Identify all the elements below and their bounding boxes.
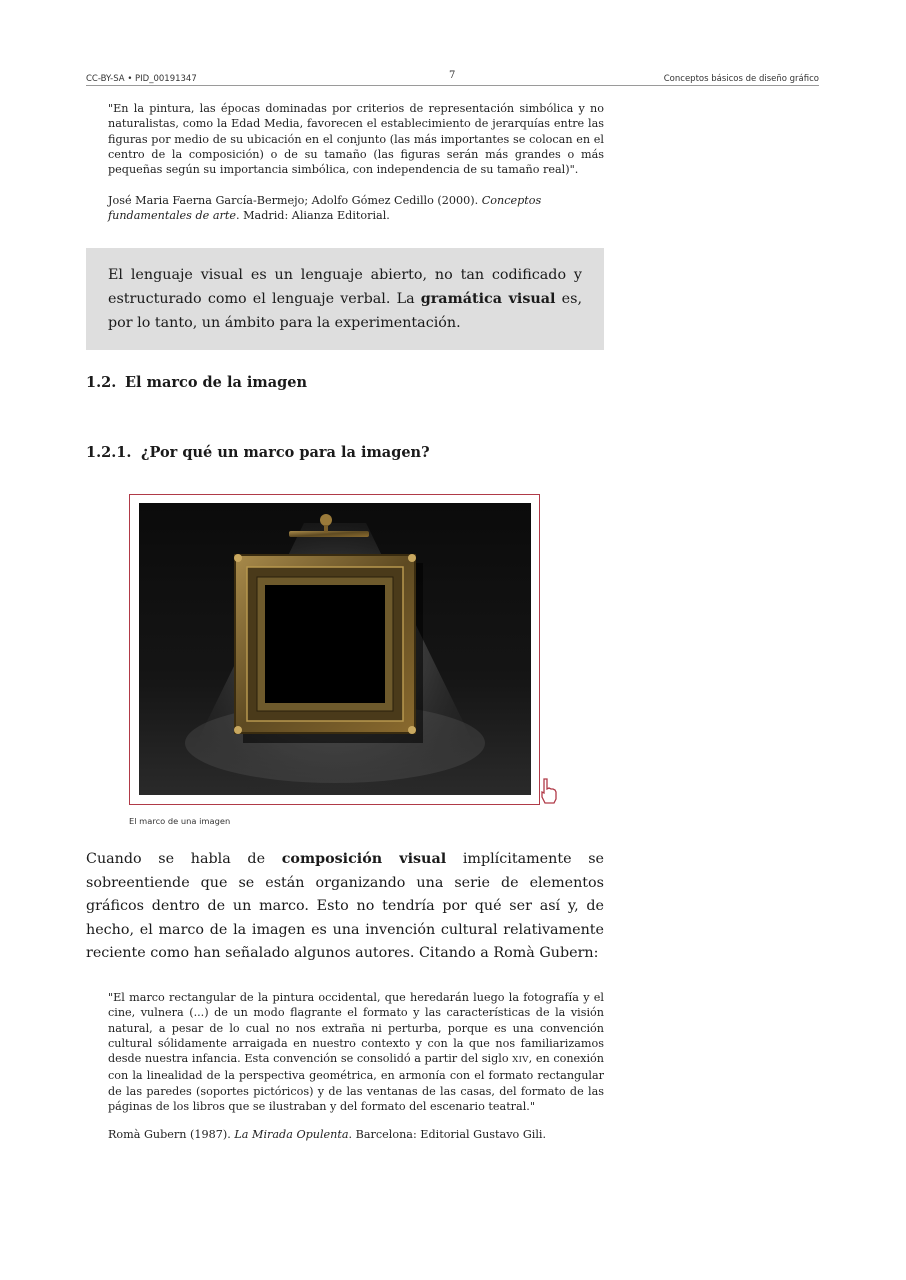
callout-bold-term: gramática visual xyxy=(420,291,556,307)
running-title: Conceptos básicos de diseño gráfico xyxy=(663,74,819,84)
empty-picture-frame-illustration xyxy=(139,503,531,795)
citation-authors: José Maria Faerna García-Bermejo; Adolfo Gómez Cedillo (2000). xyxy=(108,194,482,207)
page-number: 7 xyxy=(449,70,456,81)
citation2-title: La Mirada Opulenta xyxy=(234,1128,349,1141)
quote-text: "En la pintura, las épocas dominadas por criterios de representación simbólica y no naturalistas, como la Edad Media, favorecen el establecimiento de jerarquías entre las figuras por medio de su ubicación en el conjunto (las más importantes se colocan en el centro de la composición) o de su tamaño (las figuras serán más grandes o más pequeñas según su importancia simbólica, con independencia de su tamaño real)". xyxy=(108,102,604,177)
body-text-end: implícitamente se sobreentiende que se están organizando una serie de elementos gráficos dentro de un marco. Esto no tendría por qué ser así y, de hecho, el marco de la imagen es una invención cultural relativamente reciente como han señalado algunos autores. Citando a Romà Gubern: xyxy=(86,851,604,962)
citation-1 xyxy=(108,193,604,224)
callout-text-end: es, por lo tanto, un ámbito para la experimentación. xyxy=(108,291,582,331)
page-header xyxy=(86,68,819,86)
body-paragraph xyxy=(86,848,604,966)
citation-2 xyxy=(108,1127,604,1142)
citation2-authors: Romà Gubern (1987). xyxy=(108,1128,235,1141)
citation2-publisher: . Barcelona: Editorial Gustavo Gili. xyxy=(348,1128,547,1141)
century-numeral: XIV xyxy=(512,1055,529,1066)
section-number: 1.2. xyxy=(86,374,117,391)
figure-caption: El marco de una imagen xyxy=(129,816,231,826)
section-heading xyxy=(86,374,307,391)
callout-text-start: El lenguaje visual es un lenguaje abierto, no tan codificado y estructurado como el lenguaje verbal. La xyxy=(108,267,582,307)
quote-block-2 xyxy=(108,990,604,1114)
quote2-text-end: , en conexión con la linealidad de la perspectiva geométrica, en armonía con el formato rectangular de las paredes (soportes pictóricos) y de las ventanas de las casas, del formato de las páginas de los libros que se ilustraban y del formato del escenario teatral." xyxy=(108,1052,604,1114)
citation-title: Conceptos fundamentales de arte xyxy=(108,194,542,223)
pointer-hand-icon xyxy=(540,777,558,805)
quote2-text-start: "El marco rectangular de la pintura occidental, que heredarán luego la fotografía y el cine, vulnera (...) de un modo flagrante el formato y las características de la visión natural, a pesar de lo cual no nos extraña ni perturba, porque es una convención cultural sólidamente arraigada en nuestro contexto y con la que nos familiarizamos desde nuestra infancia. Esta convención se consolidó a partir del siglo xyxy=(108,991,604,1066)
body-text-start: Cuando se habla de xyxy=(86,851,282,867)
subsection-heading xyxy=(86,444,430,461)
citation-publisher: . Madrid: Alianza Editorial. xyxy=(235,209,390,223)
callout-box xyxy=(86,248,604,350)
subsection-number: 1.2.1. xyxy=(86,444,132,461)
subsection-title: ¿Por qué un marco para la imagen? xyxy=(141,444,430,461)
license-id: CC-BY-SA • PID_00191347 xyxy=(86,74,197,84)
figure-image xyxy=(129,494,540,805)
body-bold-term: composición visual xyxy=(281,851,447,867)
section-title: El marco de la imagen xyxy=(125,374,308,391)
quote-block-1 xyxy=(108,101,604,177)
